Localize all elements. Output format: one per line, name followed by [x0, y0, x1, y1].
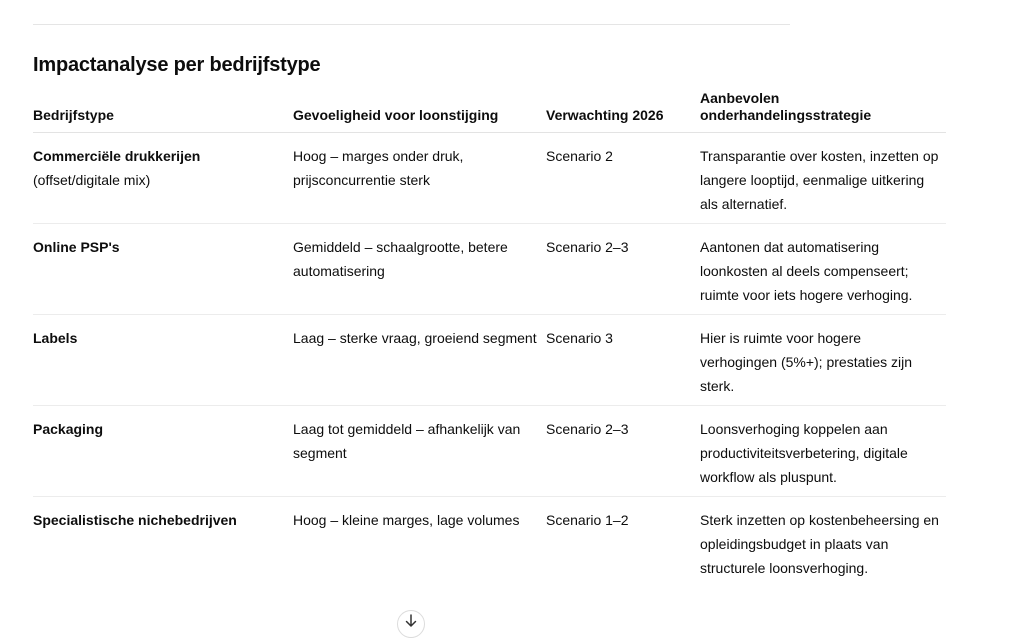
table-row	[33, 133, 946, 224]
column-header-verwachting: Verwachting 2026	[546, 90, 700, 133]
cell-expectation: Scenario 2–3	[546, 406, 700, 497]
table-header-row	[33, 90, 946, 133]
type-name: Specialistische nichebedrijven	[33, 512, 237, 528]
cell-type	[33, 497, 293, 588]
type-name: Commerciële drukkerijen	[33, 148, 201, 164]
table-row	[33, 224, 946, 315]
cell-sensitivity: Hoog – kleine marges, lage volumes	[293, 512, 520, 528]
cell-strategy: Loonsverhoging koppelen aan productiviteitsverbetering, digitale workflow als pluspunt.	[700, 406, 946, 497]
type-name: Online PSP's	[33, 239, 120, 255]
section-title: Impactanalyse per bedrijfstype	[33, 54, 321, 76]
cell-type	[33, 133, 293, 224]
cell-expectation: Scenario 3	[546, 315, 700, 406]
scroll-down-button[interactable]	[397, 610, 425, 638]
cell-strategy: Hier is ruimte voor hogere verhogingen (5%+); prestaties zijn sterk.	[700, 315, 946, 406]
cell-strategy: Aantonen dat automatisering loonkosten al deels compenseert; ruimte voor iets hogere verhoging.	[700, 224, 946, 315]
type-note: (offset/digitale mix)	[33, 172, 151, 188]
cell-expectation: Scenario 1–2	[546, 512, 629, 528]
column-header-bedrijfstype: Bedrijfstype	[33, 90, 293, 133]
cell-sensitivity: Laag tot gemiddeld – afhankelijk van segment	[293, 406, 546, 497]
cell-expectation: Scenario 2–3	[546, 224, 700, 315]
cell-sensitivity: Hoog – marges onder druk, prijsconcurrentie sterk	[293, 133, 546, 224]
column-header-strategie: Aanbevolen onderhandelingsstrategie	[700, 90, 946, 133]
cell-type	[33, 224, 293, 315]
column-header-gevoeligheid: Gevoeligheid voor loonstijging	[293, 90, 546, 133]
arrow-down-icon	[404, 614, 418, 628]
cell-expectation: Scenario 2	[546, 133, 700, 224]
cell-type	[33, 315, 293, 406]
impact-table	[33, 90, 946, 588]
cell-type	[33, 406, 293, 497]
table-row	[33, 406, 946, 497]
table-row	[33, 315, 946, 406]
table-row	[33, 497, 946, 588]
type-name: Labels	[33, 330, 78, 346]
cell-strategy: Transparantie over kosten, inzetten op langere looptijd, eenmalige uitkering als alternatief.	[700, 133, 946, 224]
cell-strategy: Sterk inzetten op kostenbeheersing en opleidingsbudget in plaats van structurele loonsverhoging.	[700, 512, 939, 576]
cell-sensitivity: Laag – sterke vraag, groeiend segment	[293, 315, 546, 406]
cell-sensitivity: Gemiddeld – schaalgrootte, betere automatisering	[293, 224, 546, 315]
impact-table-container	[33, 90, 946, 588]
top-divider	[33, 24, 790, 25]
type-name: Packaging	[33, 421, 104, 437]
